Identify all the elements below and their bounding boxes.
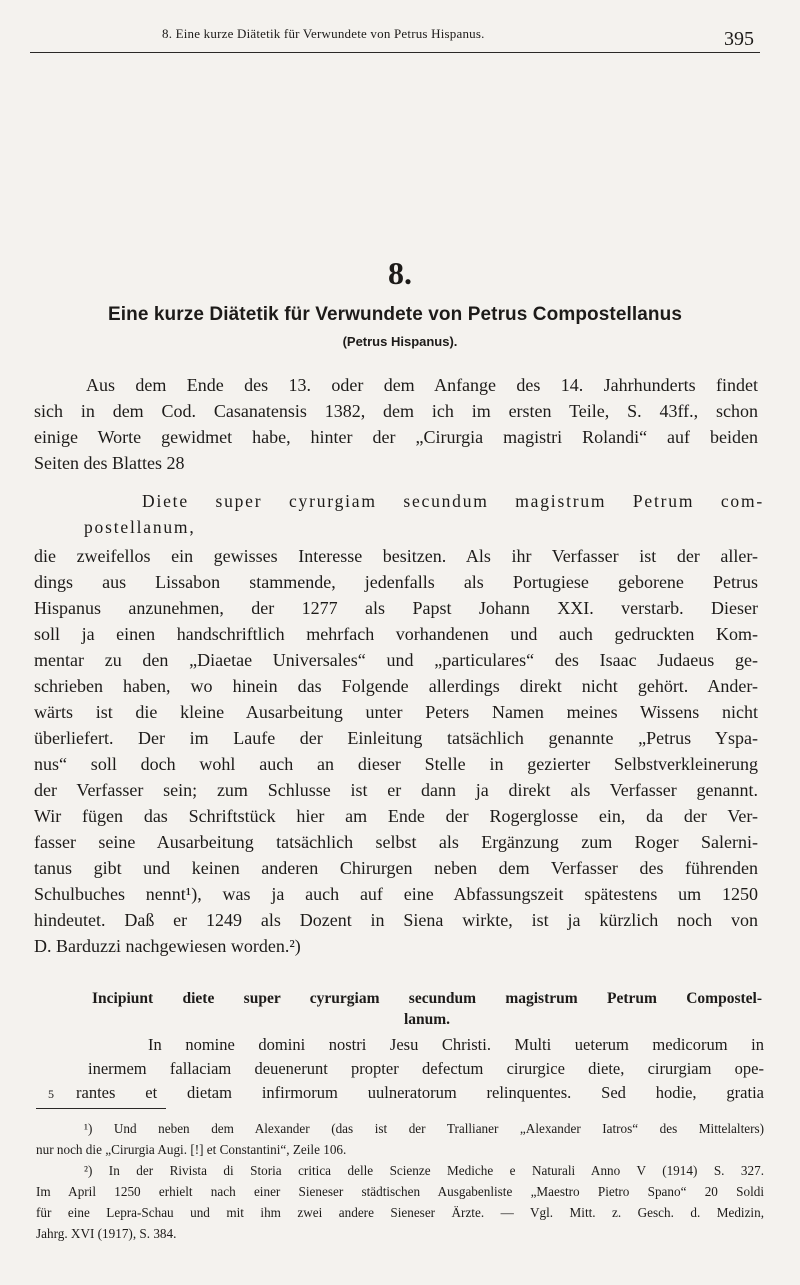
footnotes	[36, 1118, 764, 1244]
text-line: rantes et dietam infirmorum uulneratorum relinquentes. Sed hodie, gratia	[76, 1083, 764, 1102]
text-line: dings aus Lissabon stammende, jedenfalls als Portugiese geborene Petrus	[34, 572, 758, 592]
footnote-line: ¹) Und neben dem Alexander (das ist der Trallianer „Alexander Iatros“ des Mittelalters)	[84, 1121, 764, 1136]
text-line: tanus gibt und keinen anderen Chirurgen neben dem Verfasser des führenden	[34, 858, 758, 878]
section-number: 8.	[388, 255, 412, 291]
text-line: Hispanus anzunehmen, der 1277 als Papst Johann XXI. verstarb. Dieser	[34, 598, 758, 618]
text-line: lanum.	[403, 1011, 451, 1028]
text-line: einige Worte gewidmet habe, hinter der „Cirurgia magistri Rolandi“ auf beiden	[34, 427, 758, 447]
text-line: Diete super cyrurgiam secundum magistrum Petrum com-	[142, 491, 764, 511]
text-line: Seiten des Blattes 28	[34, 453, 185, 473]
footnote-line: nur noch die „Cirurgia Augi. [!] et Constantini“, Zeile 106.	[36, 1142, 347, 1157]
footnote-rule	[36, 1108, 166, 1109]
text-line: soll ja einen handschriftlich mehrfach vorhandenen und auch gedruckten Kom-	[34, 624, 758, 644]
body-paragraph	[34, 543, 758, 959]
text-line: nus“ soll doch wohl auch an dieser Stelle in gezierter Selbstverkleinerung	[34, 754, 758, 774]
footnote-line: ²) In der Rivista di Storia critica delle Scienze Mediche e Naturali Anno V (1914) S. 327.	[84, 1163, 764, 1178]
text-line: Aus dem Ende des 13. oder dem Anfange des 14. Jahrhunderts findet	[86, 375, 758, 395]
text-line: postellanum,	[84, 517, 196, 537]
text-line: hindeutet. Daß er 1249 als Dozent in Siena wirkte, ist ja kürzlich noch von	[34, 910, 758, 930]
text-line: überliefert. Der im Laufe der Einleitung tatsächlich genannte „Petrus Yspa-	[34, 728, 758, 748]
footnote-line: für eine Lepra-Schau und mit ihm zwei andere Sieneser Ärzte. — Vgl. Mitt. z. Gesch. d. Medizin,	[36, 1205, 764, 1220]
text-line: In nomine domini nostri Jesu Christi. Multi ueterum medicorum in	[148, 1035, 764, 1054]
running-head	[30, 22, 760, 53]
incipit-quote	[84, 488, 764, 540]
latin-text	[30, 1033, 764, 1105]
page-number: 395	[724, 28, 754, 50]
running-head-title: 8. Eine kurze Diätetik für Verwundete von Petrus Hispanus.	[162, 26, 485, 41]
text-line: mentar zu den „Diaetae Universales“ und „particulares“ des Isaac Judaeus ge-	[34, 650, 758, 670]
text-line: D. Barduzzi nachgewiesen worden.²)	[34, 936, 301, 956]
text-line: sich in dem Cod. Casanatensis 1382, dem ich im ersten Teile, S. 43ff., schon	[34, 401, 758, 421]
footnote-line: Im April 1250 erhielt nach einer Sieneser städtischen Ausgabenliste „Maestro Pietro Spano“ 20 Soldi	[36, 1184, 764, 1199]
text-line: fasser seine Ausarbeitung tatsächlich selbst als Ergänzung zum Roger Salerni-	[34, 832, 758, 852]
intro-paragraph	[34, 372, 758, 476]
text-line: schrieben haben, wo hinein das Folgende allerdings direkt nicht gehört. Ander-	[34, 676, 758, 696]
text-line: Schulbuches nennt¹), was ja auch auf eine Abfassungszeit spätestens um 1250	[34, 884, 758, 904]
footnote-line: Jahrg. XVI (1917), S. 384.	[36, 1226, 177, 1241]
latin-heading	[92, 988, 762, 1030]
line-number: 5	[48, 1087, 54, 1101]
text-line: wärts ist die kleine Ausarbeitung unter Peters Namen meines Wissens nicht	[34, 702, 758, 722]
text-line: die zweifellos ein gewisses Interesse besitzen. Als ihr Verfasser ist der aller-	[34, 546, 758, 566]
text-line: der Verfasser sein; zum Schlusse ist er dann ja direkt als Verfasser genannt.	[34, 780, 758, 800]
chapter-title: Eine kurze Diätetik für Verwundete von Petrus Compostellanus	[107, 304, 683, 325]
chapter-subtitle: (Petrus Hispanus).	[342, 334, 458, 349]
text-line: Wir fügen das Schriftstück hier am Ende der Rogerglosse ein, da der Ver-	[34, 806, 758, 826]
text-line-with-number	[30, 1081, 764, 1105]
text-line: Incipiunt diete super cyrurgiam secundum magistrum Petrum Compostel-	[92, 990, 762, 1007]
text-line: inermem fallaciam deuenerunt propter defectum cirurgice diete, cirurgiam ope-	[88, 1059, 764, 1078]
